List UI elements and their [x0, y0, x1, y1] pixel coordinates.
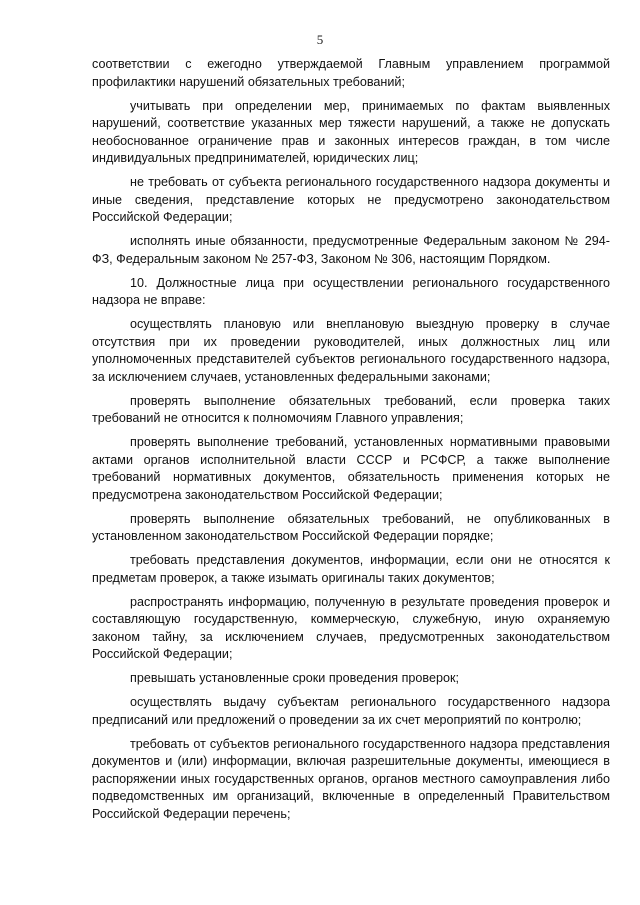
paragraph: осуществлять плановую или внеплановую выездную проверку в случае отсутствия при их проведении руководителей, иных должностных лиц или уполномоченных представителей субъектов регионального государственного надзора, за исключением случаев, установленных федеральными законами;: [92, 317, 610, 384]
paragraph: исполнять иные обязанности, предусмотренные Федеральным законом № 294-ФЗ, Федеральным законом № 257-ФЗ, Законом № 306, настоящим Порядком.: [92, 234, 610, 266]
paragraph: осуществлять выдачу субъектам регионального государственного надзора предписаний или предложений о проведении за их счет мероприятий по контролю;: [92, 695, 610, 727]
paragraph: распространять информацию, полученную в результате проведения проверок и составляющую государственную, коммерческую, служебную, иную охраняемую законом тайну, за исключением случаев, предусмотренных законодательством Российской Федерации;: [92, 594, 610, 661]
paragraph: проверять выполнение обязательных требований, не опубликованных в установленном законодательством Российской Федерации порядке;: [92, 511, 610, 543]
paragraph: требовать от субъектов регионального государственного надзора представления документов и (или) информации, включая разрешительные документы, имеющиеся в распоряжении иных государственных органов, органов местного самоуправления либо подведомственных им организаций, включенные в определенный Правительством Российской Федерации перечень;: [92, 736, 610, 821]
paragraph: проверять выполнение требований, установленных нормативными правовыми актами органов исполнительной власти СССР и РСФСР, а также выполнение требований нормативных документов, обязательность применения которых не предусмотрена законодательством Российской Федерации;: [92, 435, 610, 502]
paragraph: не требовать от субъекта регионального государственного надзора документы и иные сведения, представление которых не предусмотрено законодательством Российской Федерации;: [92, 175, 610, 224]
paragraph: учитывать при определении мер, принимаемых по фактам выявленных нарушений, соответствие указанных мер тяжести нарушений, а также не допускать необоснованное ограничение прав и законных интересов граждан, в том числе индивидуальных предпринимателей, юридических лиц;: [92, 98, 610, 165]
document-body: [92, 56, 610, 830]
paragraph: 10. Должностные лица при осуществлении регионального государственного надзора не вправе:: [92, 275, 610, 307]
paragraph: проверять выполнение обязательных требований, если проверка таких требований не относится к полномочиям Главного управления;: [92, 393, 610, 425]
page-number: 5: [316, 32, 324, 47]
paragraph: превышать установленные сроки проведения проверок;: [130, 671, 459, 685]
paragraph: требовать представления документов, информации, если они не относятся к предметам проверок, а также изымать оригиналы таких документов;: [92, 553, 610, 585]
paragraph: соответствии с ежегодно утверждаемой Главным управлением программой профилактики нарушений обязательных требований;: [92, 57, 610, 89]
